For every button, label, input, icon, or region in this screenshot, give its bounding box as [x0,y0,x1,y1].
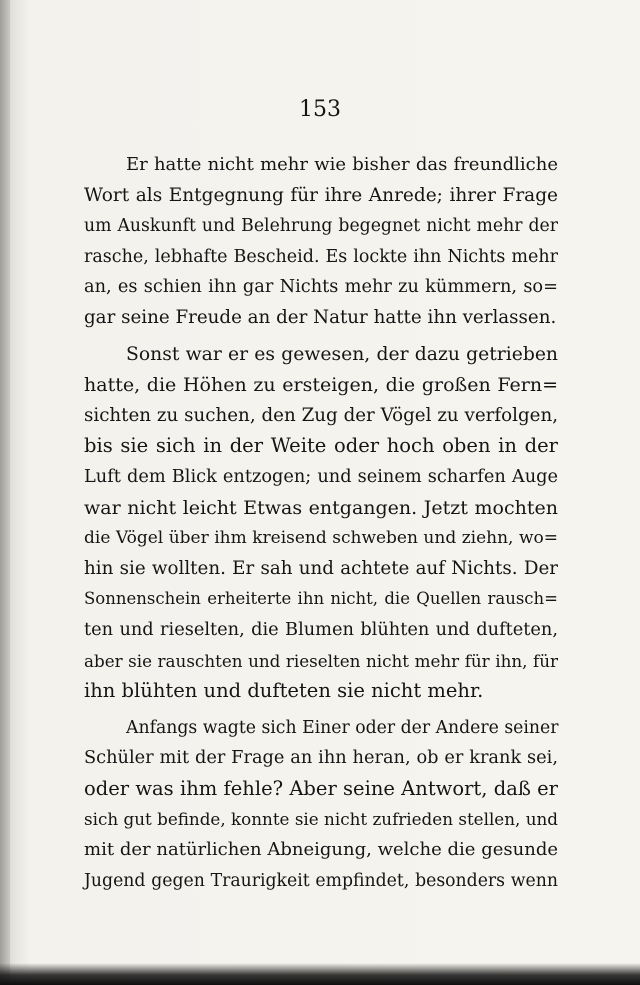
text-line: aber sie rauschten und rieselten nicht mehr für ihn, für [84,650,558,671]
text-line: Jugend gegen Traurigkeit empfindet, besonders wenn [84,870,558,891]
text-line: Sonst war er es gewesen, der dazu getrieben [126,343,558,365]
text-line: an, es schien ihn gar Nichts mehr zu kümmern, so= [84,277,558,298]
text-line: die Vögel über ihm kreisend schweben und ziehn, wo= [84,528,558,549]
text-line: um Auskunft und Belehrung begegnet nicht mehr der [84,216,558,237]
text-line: rasche, lebhafte Bescheid. Es lockte ihn Nichts mehr [84,246,558,267]
text-line: hatte, die Höhen zu ersteigen, die großen Fern= [84,374,558,397]
text-line: Anfangs wagte sich Einer oder der Andere seiner [126,717,559,738]
text-line: war nicht leicht Etwas entgangen. Jetzt mochten [84,496,558,519]
text-line: gar seine Freude an der Natur hatte ihn verlassen. [84,306,557,328]
page-number: 153 [299,97,341,122]
text-line: Sonnenschein erheiterte ihn nicht, die Quellen rausch= [84,589,558,609]
body-text [84,150,558,896]
page-gutter-shadow [0,0,10,985]
text-line: hin sie wollten. Er sah und achtete auf Nichts. Der [84,557,558,579]
text-line: oder was ihm fehle? Aber seine Antwort, daß er [84,776,558,800]
text-line: Luft dem Blick entzogen; und seinem scharfen Auge [84,466,558,487]
text-line: Wort als Entgegnung für ihre Anrede; ihrer Frage [84,184,558,206]
page-bottom-shadow [0,963,640,985]
text-line: sich gut befinde, konnte sie nicht zufrieden stellen, und [84,809,558,830]
text-line: mit der natürlichen Abneigung, welche die gesunde [84,839,558,861]
text-line: ihn blühten und dufteten sie nicht mehr. [84,679,484,703]
text-line: sichten zu suchen, den Zug der Vögel zu verfolgen, [84,404,558,426]
text-line: bis sie sich in der Weite oder hoch oben in der [84,434,558,458]
text-line: Schüler mit der Frage an ihn heran, ob er krank sei, [84,748,558,769]
text-line: Er hatte nicht mehr wie bisher das freundliche [126,154,558,175]
text-line: ten und rieselten, die Blumen blühten und dufteten, [84,619,558,640]
